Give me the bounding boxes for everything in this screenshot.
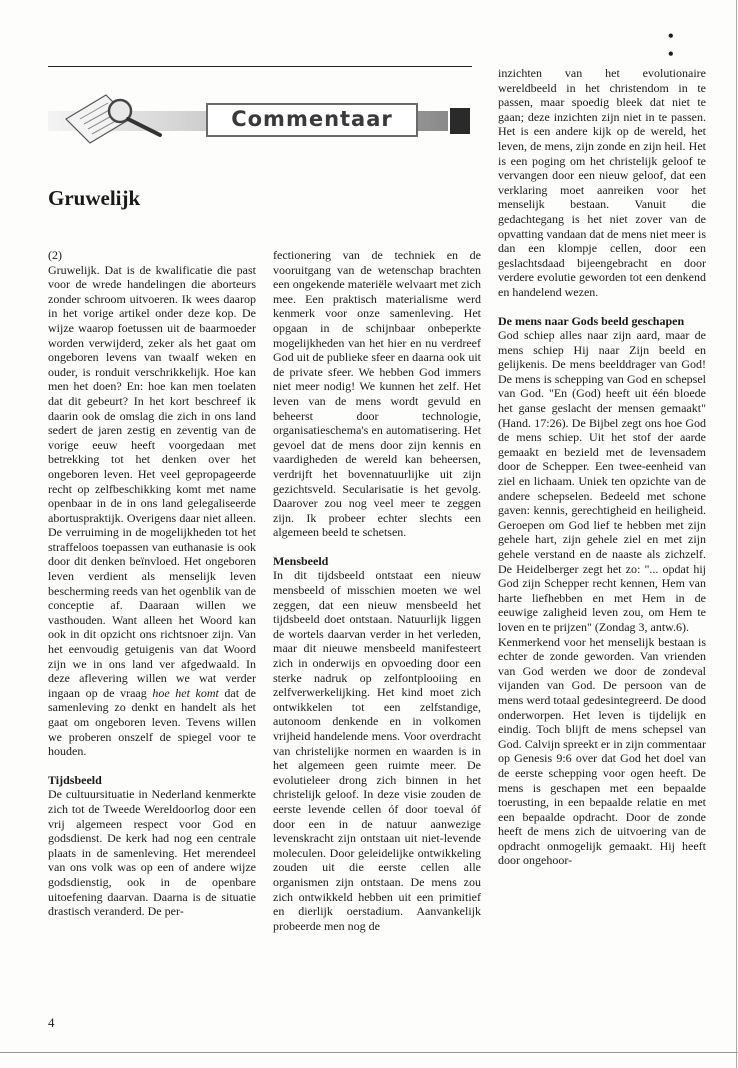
paragraph-text: (2) Gruwelijk. Dat is de kwalificatie die past voor de wrede handelingen die aborteurs zonder schroom uitvoeren. Ik wees daarop in het vorige artikel onder deze kop. De wijze waarop foetussen uit de baarmoeder worden verwijderd, zeker als het gaat om ongeboren levens van twaalf weken en ouder, is ronduit verschrikkelijk. Hoe kan men het doen? En: hoe kan men toelaten dat dit gebeurt? In het kort beschreef ik daarin ook de omslag die zich in ons land sedert de jaren zestig en zeventig van de vorige eeuw heeft voorgedaan met betrekking tot het denken over het ongeboren leven. Het veel gepropageerde recht op zelfbeschikking komt met name openbaar in de in ons land gelegaliseerde abortuspraktijk. Overigens daar niet alleen. De verruiming in de mogelijkheden tot het straffeloos toepassen van euthanasie is ook door dit denken beïnvloed. Het ongeboren leven verdient als menselijk leven bescherming reeds van het ogenblik van de conceptie af. Daaraan willen we vasthouden. Want alleen het Woord kan ook in dit opzicht ons richtsnoer zijn. Van het eenvoudig getuigenis van dat Woord zijn we in ons land ver afgedwaald. In deze aflevering willen we wat verder ingaan op de vraag bbox=[48, 248, 256, 700]
section-banner bbox=[48, 95, 472, 141]
top-rule bbox=[48, 66, 472, 67]
page-number: 4 bbox=[48, 1015, 55, 1030]
section-heading: De mens naar Gods beeld geschapen bbox=[498, 313, 685, 328]
column-1 bbox=[48, 248, 256, 919]
banner-black-block bbox=[450, 108, 470, 134]
paragraph-text: dat de samenleving zo denkt en handelt als het gaat om ongeboren leven. Tevens willen we proberen onszelf de spiegel voor te houden. bbox=[48, 685, 256, 759]
paragraph: fectionering van de techniek en de vooruitgang van de wetenschap brachten een ongekende materiële welvaart met zich mee. Een praktisch materialisme werd kenmerk voor onze samenleving. Het opgaan in de schijnbaar onbeperkte mogelijkheden van het hier en nu verdreef God uit de publieke sfeer en daarna ook uit de private sfeer. We hebben God immers niet meer nodig! We kunnen het zelf. Het leven van de mens wordt gevuld en beheerst door technologie, organisatieschema's en automatisering. Het gevoel dat de mens door zijn kennis en vaardigheden de wereld kan beheersen, verdrijft het bovennatuurlijke uit zijn gezichtsveld. Secularisatie is het gevolg. Daarover zou nog veel meer te zeggen zijn. Ik probeer echter slechts een algemeen beeld te schetsen. bbox=[273, 248, 481, 540]
banner-label: Commentaar bbox=[231, 107, 393, 131]
paragraph: Kenmerkend voor het menselijk bestaan is echter de zonde geworden. Van vrienden van God werden we door de zondeval vijanden van God. De persoon van de mens werd totaal gedesintegreerd. De dood onderworpen. Het leven is tijdelijk en eindig. Toch blijft de mens schepsel van God. Calvijn spreekt er in zijn commentaar op Genesis 9:6 over dat God het doel van de eerste schepping voor ogen heeft. De mens is geschapen met een bepaalde toerusting, in een bepaalde relatie en met een bepaalde opdracht. Door de zonde heeft de mens zich de uitvoering van de opdracht onmogelijk gemaakt. Hij heeft door ongehoor- bbox=[498, 634, 706, 868]
paragraph bbox=[48, 248, 256, 759]
emphasis-text: hoe het komt bbox=[152, 685, 219, 700]
bottom-rule bbox=[0, 1052, 738, 1053]
section-heading: Mensbeeld bbox=[273, 553, 329, 568]
header-dots: • • bbox=[668, 28, 700, 63]
column-3 bbox=[498, 66, 706, 868]
section-heading: Tijdsbeeld bbox=[48, 772, 102, 787]
column-2 bbox=[273, 248, 481, 933]
banner-label-box bbox=[206, 103, 418, 137]
paragraph: De cultuursituatie in Nederland kenmerkte zich tot de Tweede Wereldoorlog door een vrij algemeen respect voor God en godsdienst. De kerk had nog een centrale plaats in de samenleving. Het merendeel van ons volk was op een of andere wijze godsdienstig, ook in de openbare uitoefening daarvan. Daarna is de situatie drastisch veranderd. De per- bbox=[48, 787, 256, 919]
right-edge-rule bbox=[736, 0, 737, 1068]
paragraph: In dit tijdsbeeld ontstaat een nieuw mensbeeld of misschien moeten we wel zeggen, dat een nieuw mensbeeld het tijdsbeeld doet ontstaan. Natuurlijk liggen de wortels daarvan verder in het verleden, maar dit nieuwe mensbeeld manifesteert zich in onderwijs en opvoeding door een sterke nadruk op zelfontplooiing en zelfverwerkelijking. Het kind moet zich ontwikkelen tot een zelfstandige, autonoom denkende en in volkomen vrijheid handelende mens. Voor overdracht van christelijke normen en waarden is in het algemeen geen ruimte meer. De evolutieleer drong zich binnen in het christelijk geloof. In deze visie zouden de eerste levende cellen óf door toeval óf door een in de natuur aanwezige levenskracht zijn ontstaan uit niet-levende moleculen. Door geleidelijke ontwikkeling zouden uit die eerste cellen alle organismen zijn ontstaan. De mens zou zich ontwikkeld hebben uit een primitief en dierlijk oerstadium. Aanvankelijk probeerde men nog de bbox=[273, 568, 481, 933]
paragraph: God schiep alles naar zijn aard, maar de mens schiep Hij naar Zijn beeld en gelijkenis. De mens beelddrager van God! De mens is schepping van God en schepsel van God. "En (God) heeft uit één bloede het ganse geslacht der mensen gemaakt" (Hand. 17:26). De Bijbel zegt ons hoe God de mens schiep. Uit het stof der aarde gemaakt en bezield met de levensadem door de Schepper. Een twee-eenheid van ziel en lichaam. Uniek ten opzichte van de andere schepselen. Bedeeld met schone gaven: kennis, gerechtigheid en heiligheid. Geroepen om God lief te hebben met zijn gehele hart, zijn gehele ziel en met zijn gehele verstand en de naaste als zichzelf. De Heidelberger zegt het zo: "... opdat hij God zijn Schepper recht kennen, Hem van harte liefhebben en met Hem in de eeuwige zaligheid leven zou, om Hem te loven en te prijzen" (Zondag 3, antw.6). bbox=[498, 328, 706, 634]
article-title: Gruwelijk bbox=[48, 186, 141, 210]
document-magnifier-icon bbox=[58, 89, 168, 147]
paragraph: inzichten van het evolutionaire wereldbeeld in het christendom in te passen, maar spoedig bleek dat niet te gaan; deze inzichten zijn niet in te passen. Het is een andere kijk op de wereld, het leven, de mens, zijn zonde en zijn heil. Het is een poging om het christelijk geloof te vervangen door een nieuw geloof, dat een verklaring moet aanreiken voor het menselijk bestaan. Vanuit die gedachtegang is het niet zover van de opvatting vandaan dat de mens niet meer is dan een klompje cellen, door een geslachtsdaad bijeengebracht en door verdere evolutie geworden tot een denkend en handelend wezen. bbox=[498, 66, 706, 299]
